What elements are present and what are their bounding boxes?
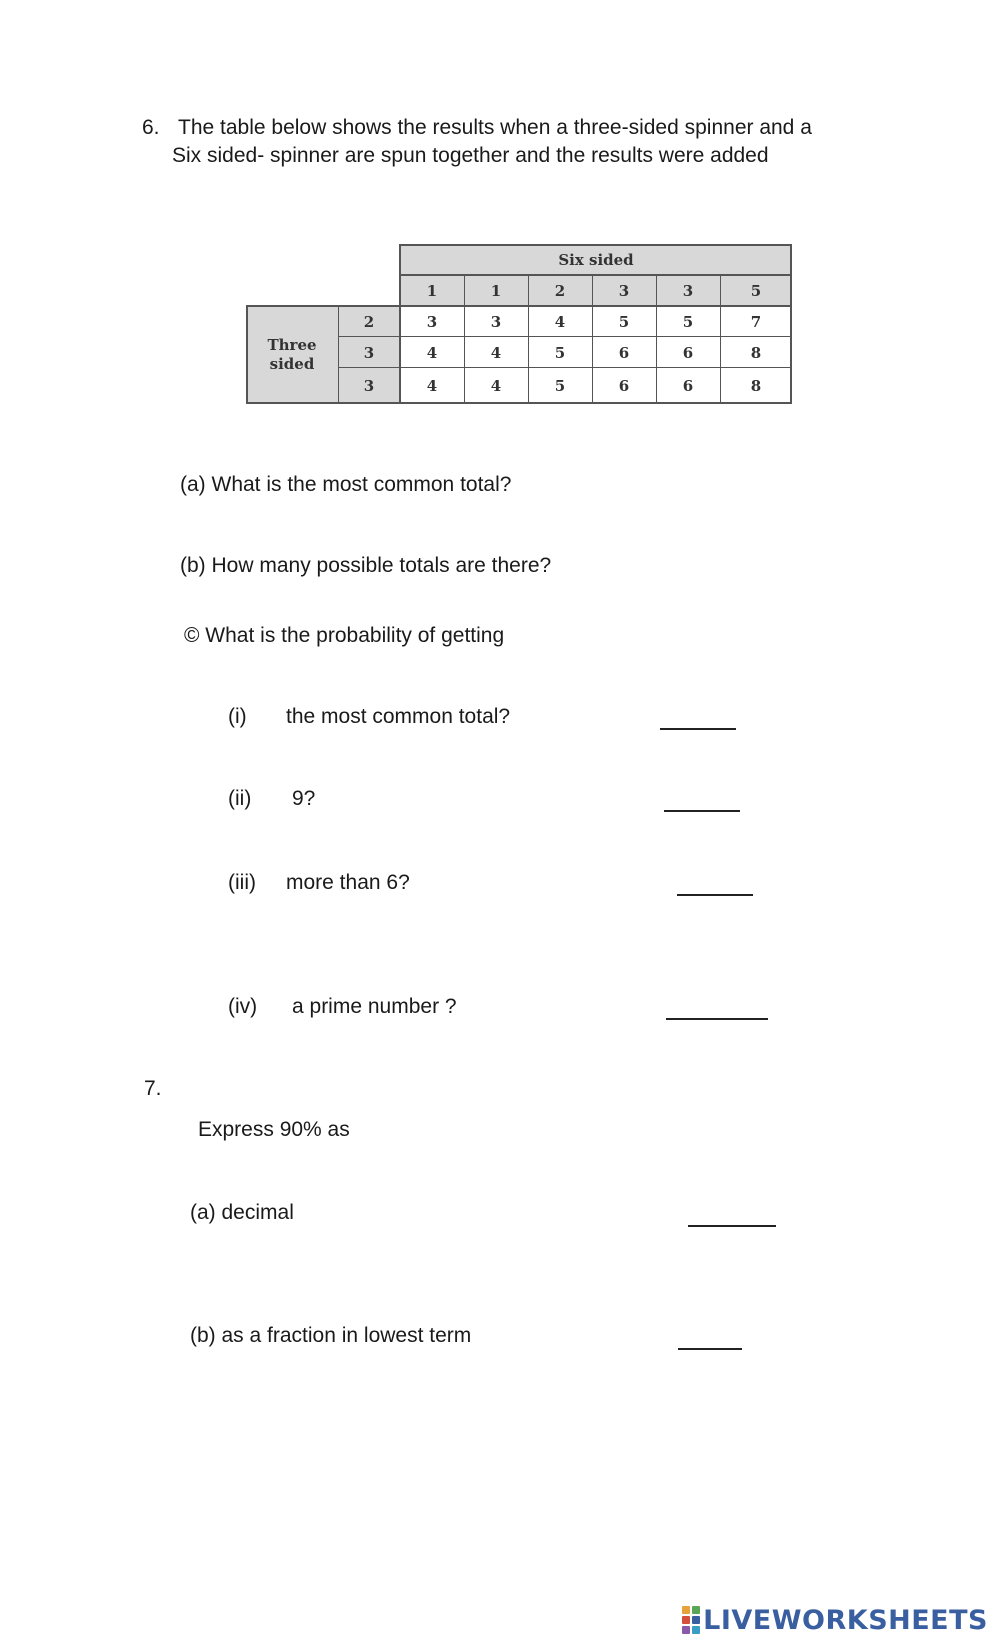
table-grid-line — [400, 274, 792, 276]
question-7b: (b) as a fraction in lowest term — [190, 1324, 472, 1347]
col-header: 3 — [592, 275, 656, 306]
table-cell: 7 — [720, 306, 792, 337]
question-7-number: 7. — [144, 1077, 162, 1100]
table-grid-line — [246, 305, 792, 307]
table-cell: 3 — [400, 306, 464, 337]
three-sided-title-line-2: sided — [269, 355, 315, 373]
table-grid-line — [246, 402, 792, 404]
table-grid-line — [338, 367, 792, 368]
table-cell: 5 — [528, 337, 592, 368]
sub-iv-label: (iv) — [228, 995, 258, 1018]
table-cell: 8 — [720, 337, 792, 368]
question-6c: © What is the probability of getting — [184, 624, 505, 647]
col-header: 2 — [528, 275, 592, 306]
sub-iv-text: a prime number ? — [292, 995, 457, 1018]
row-header: 3 — [338, 368, 400, 404]
table-cell: 6 — [656, 337, 720, 368]
table-grid-line — [246, 305, 248, 404]
table-grid-line — [656, 275, 657, 404]
question-6a: (a) What is the most common total? — [180, 473, 512, 496]
table-cell: 4 — [528, 306, 592, 337]
table-grid-line — [338, 336, 792, 337]
table-cell: 6 — [656, 368, 720, 404]
three-sided-title — [246, 306, 338, 404]
sub-i-text: the most common total? — [286, 705, 511, 728]
table-cell: 4 — [464, 337, 528, 368]
question-7a: (a) decimal — [190, 1201, 294, 1224]
row-header: 3 — [338, 337, 400, 368]
table-grid-line — [592, 275, 593, 404]
six-sided-title: Six sided — [400, 244, 792, 275]
answer-blank-6c-iii[interactable] — [677, 892, 753, 896]
question-6-number: 6. — [142, 116, 160, 139]
table-grid-line — [528, 275, 529, 404]
table-cell: 8 — [720, 368, 792, 404]
sub-iii-text: more than 6? — [286, 871, 410, 894]
sub-ii-text: 9? — [292, 787, 316, 810]
spinner-results-table — [246, 244, 792, 404]
sub-iii-label: (iii) — [228, 871, 256, 894]
table-grid-line — [399, 244, 401, 404]
table-grid-line — [400, 244, 792, 246]
table-cell: 5 — [528, 368, 592, 404]
question-6-intro-line-2: Six sided- spinner are spun together and the results were added — [172, 144, 769, 167]
table-cell: 5 — [656, 306, 720, 337]
col-header: 1 — [400, 275, 464, 306]
sub-ii-label: (ii) — [228, 787, 252, 810]
table-cell: 4 — [400, 337, 464, 368]
table-cell: 4 — [464, 368, 528, 404]
liveworksheets-logo — [682, 1605, 988, 1635]
answer-blank-6c-i[interactable] — [660, 726, 736, 730]
col-header: 1 — [464, 275, 528, 306]
col-header: 3 — [656, 275, 720, 306]
question-7-intro: Express 90% as — [198, 1118, 350, 1141]
table-cell: 3 — [464, 306, 528, 337]
sub-i-label: (i) — [228, 705, 247, 728]
table-cell: 4 — [400, 368, 464, 404]
answer-blank-6c-iv[interactable] — [666, 1016, 768, 1020]
table-grid-line — [338, 305, 339, 404]
table-grid-line — [464, 275, 465, 404]
table-grid-line — [720, 275, 721, 404]
table-cell: 5 — [592, 306, 656, 337]
table-grid-line — [790, 244, 792, 404]
answer-blank-6c-ii[interactable] — [664, 808, 740, 812]
question-6b: (b) How many possible totals are there? — [180, 554, 552, 577]
table-cell: 6 — [592, 368, 656, 404]
three-sided-title-line-1: Three — [267, 336, 317, 354]
liveworksheets-logo-icon — [682, 1606, 700, 1634]
liveworksheets-logo-text: LIVEWORKSHEETS — [703, 1604, 988, 1636]
col-header: 5 — [720, 275, 792, 306]
row-header: 2 — [338, 306, 400, 337]
question-6-intro-line-1: The table below shows the results when a three-sided spinner and a — [178, 116, 812, 139]
table-cell: 6 — [592, 337, 656, 368]
answer-blank-7a[interactable] — [688, 1223, 776, 1227]
answer-blank-7b[interactable] — [678, 1346, 742, 1350]
